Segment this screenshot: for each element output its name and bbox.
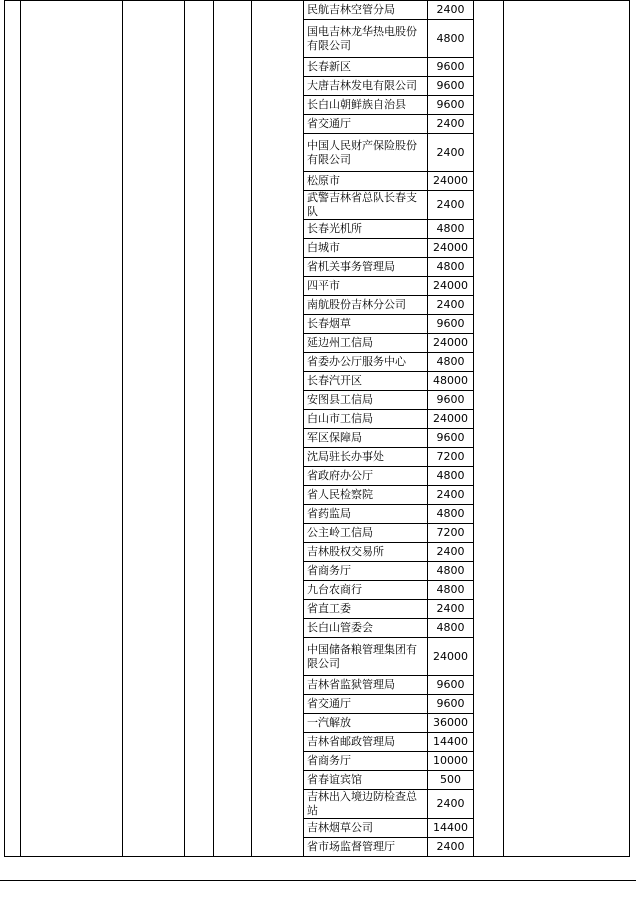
amount-cell: 2400: [428, 600, 474, 619]
unit-name-cell: 中国储备粮管理集团有限公司: [304, 638, 428, 676]
amount-cell: 2400: [428, 1, 474, 20]
merged-empty-cell: [214, 1, 252, 857]
amount-cell: 9600: [428, 676, 474, 695]
amount-cell: 24000: [428, 277, 474, 296]
unit-name-cell: 一汽解放: [304, 714, 428, 733]
amount-cell: 9600: [428, 315, 474, 334]
amount-cell: 24000: [428, 638, 474, 676]
amount-cell: 9600: [428, 77, 474, 96]
unit-name-cell: 国电吉林龙华热电股份有限公司: [304, 20, 428, 58]
amount-cell: 9600: [428, 429, 474, 448]
unit-name-cell: 省春谊宾馆: [304, 771, 428, 790]
amount-cell: 4800: [428, 562, 474, 581]
unit-name-cell: 吉林省邮政管理局: [304, 733, 428, 752]
unit-name-cell: 长白山朝鲜族自治县: [304, 96, 428, 115]
unit-name-cell: 大唐吉林发电有限公司: [304, 77, 428, 96]
unit-name-cell: 白山市工信局: [304, 410, 428, 429]
unit-name-cell: 安图县工信局: [304, 391, 428, 410]
unit-name-cell: 省商务厅: [304, 752, 428, 771]
unit-name-cell: 省直工委: [304, 600, 428, 619]
unit-name-cell: 长春汽开区: [304, 372, 428, 391]
amount-cell: 14400: [428, 819, 474, 838]
unit-name-cell: 吉林股权交易所: [304, 543, 428, 562]
unit-name-cell: 四平市: [304, 277, 428, 296]
bottom-border: [0, 880, 636, 881]
unit-name-cell: 九台农商行: [304, 581, 428, 600]
merged-empty-cell: [474, 1, 504, 857]
amount-cell: 4800: [428, 258, 474, 277]
amount-cell: 9600: [428, 58, 474, 77]
merged-empty-cell: [185, 1, 214, 857]
unit-name-cell: 公主岭工信局: [304, 524, 428, 543]
merged-empty-cell: [5, 1, 21, 857]
unit-name-cell: 南航股份吉林分公司: [304, 296, 428, 315]
amount-cell: 10000: [428, 752, 474, 771]
unit-name-cell: 省人民检察院: [304, 486, 428, 505]
amount-cell: 2400: [428, 296, 474, 315]
merged-empty-cell: [504, 1, 630, 857]
unit-name-cell: 长春烟草: [304, 315, 428, 334]
amount-cell: 2400: [428, 790, 474, 819]
amount-cell: 4800: [428, 505, 474, 524]
unit-name-cell: 吉林省监狱管理局: [304, 676, 428, 695]
merged-empty-cell: [252, 1, 304, 857]
amount-cell: 4800: [428, 20, 474, 58]
amount-cell: 7200: [428, 448, 474, 467]
amount-cell: 9600: [428, 96, 474, 115]
table-body: [5, 1, 630, 857]
allocation-table: [4, 0, 630, 857]
unit-name-cell: 长白山管委会: [304, 619, 428, 638]
unit-name-cell: 省商务厅: [304, 562, 428, 581]
unit-name-cell: 延边州工信局: [304, 334, 428, 353]
amount-cell: 2400: [428, 486, 474, 505]
amount-cell: 24000: [428, 410, 474, 429]
unit-name-cell: 沈局驻长办事处: [304, 448, 428, 467]
amount-cell: 500: [428, 771, 474, 790]
unit-name-cell: 省委办公厅服务中心: [304, 353, 428, 372]
unit-name-cell: 省政府办公厅: [304, 467, 428, 486]
amount-cell: 9600: [428, 695, 474, 714]
amount-cell: 7200: [428, 524, 474, 543]
amount-cell: 4800: [428, 467, 474, 486]
amount-cell: 24000: [428, 334, 474, 353]
amount-cell: 4800: [428, 619, 474, 638]
merged-empty-cell: [21, 1, 123, 857]
amount-cell: 4800: [428, 353, 474, 372]
amount-cell: 4800: [428, 581, 474, 600]
amount-cell: 36000: [428, 714, 474, 733]
unit-name-cell: 松原市: [304, 172, 428, 191]
unit-name-cell: 长春新区: [304, 58, 428, 77]
amount-cell: 2400: [428, 134, 474, 172]
unit-name-cell: 中国人民财产保险股份有限公司: [304, 134, 428, 172]
table-row: [5, 1, 630, 20]
amount-cell: 9600: [428, 391, 474, 410]
amount-cell: 2400: [428, 115, 474, 134]
unit-name-cell: 吉林烟草公司: [304, 819, 428, 838]
unit-name-cell: 白城市: [304, 239, 428, 258]
amount-cell: 14400: [428, 733, 474, 752]
unit-name-cell: 武警吉林省总队长春支队: [304, 191, 428, 220]
unit-name-cell: 军区保障局: [304, 429, 428, 448]
unit-name-cell: 省交通厅: [304, 695, 428, 714]
amount-cell: 24000: [428, 172, 474, 191]
unit-name-cell: 省市场监督管理厅: [304, 838, 428, 857]
unit-name-cell: 长春光机所: [304, 220, 428, 239]
unit-name-cell: 省交通厅: [304, 115, 428, 134]
amount-cell: 2400: [428, 543, 474, 562]
merged-empty-cell: [123, 1, 185, 857]
amount-cell: 48000: [428, 372, 474, 391]
unit-name-cell: 省机关事务管理局: [304, 258, 428, 277]
unit-name-cell: 省药监局: [304, 505, 428, 524]
amount-cell: 2400: [428, 838, 474, 857]
amount-cell: 4800: [428, 220, 474, 239]
unit-name-cell: 民航吉林空管分局: [304, 1, 428, 20]
amount-cell: 2400: [428, 191, 474, 220]
amount-cell: 24000: [428, 239, 474, 258]
unit-name-cell: 吉林出入境边防检查总站: [304, 790, 428, 819]
